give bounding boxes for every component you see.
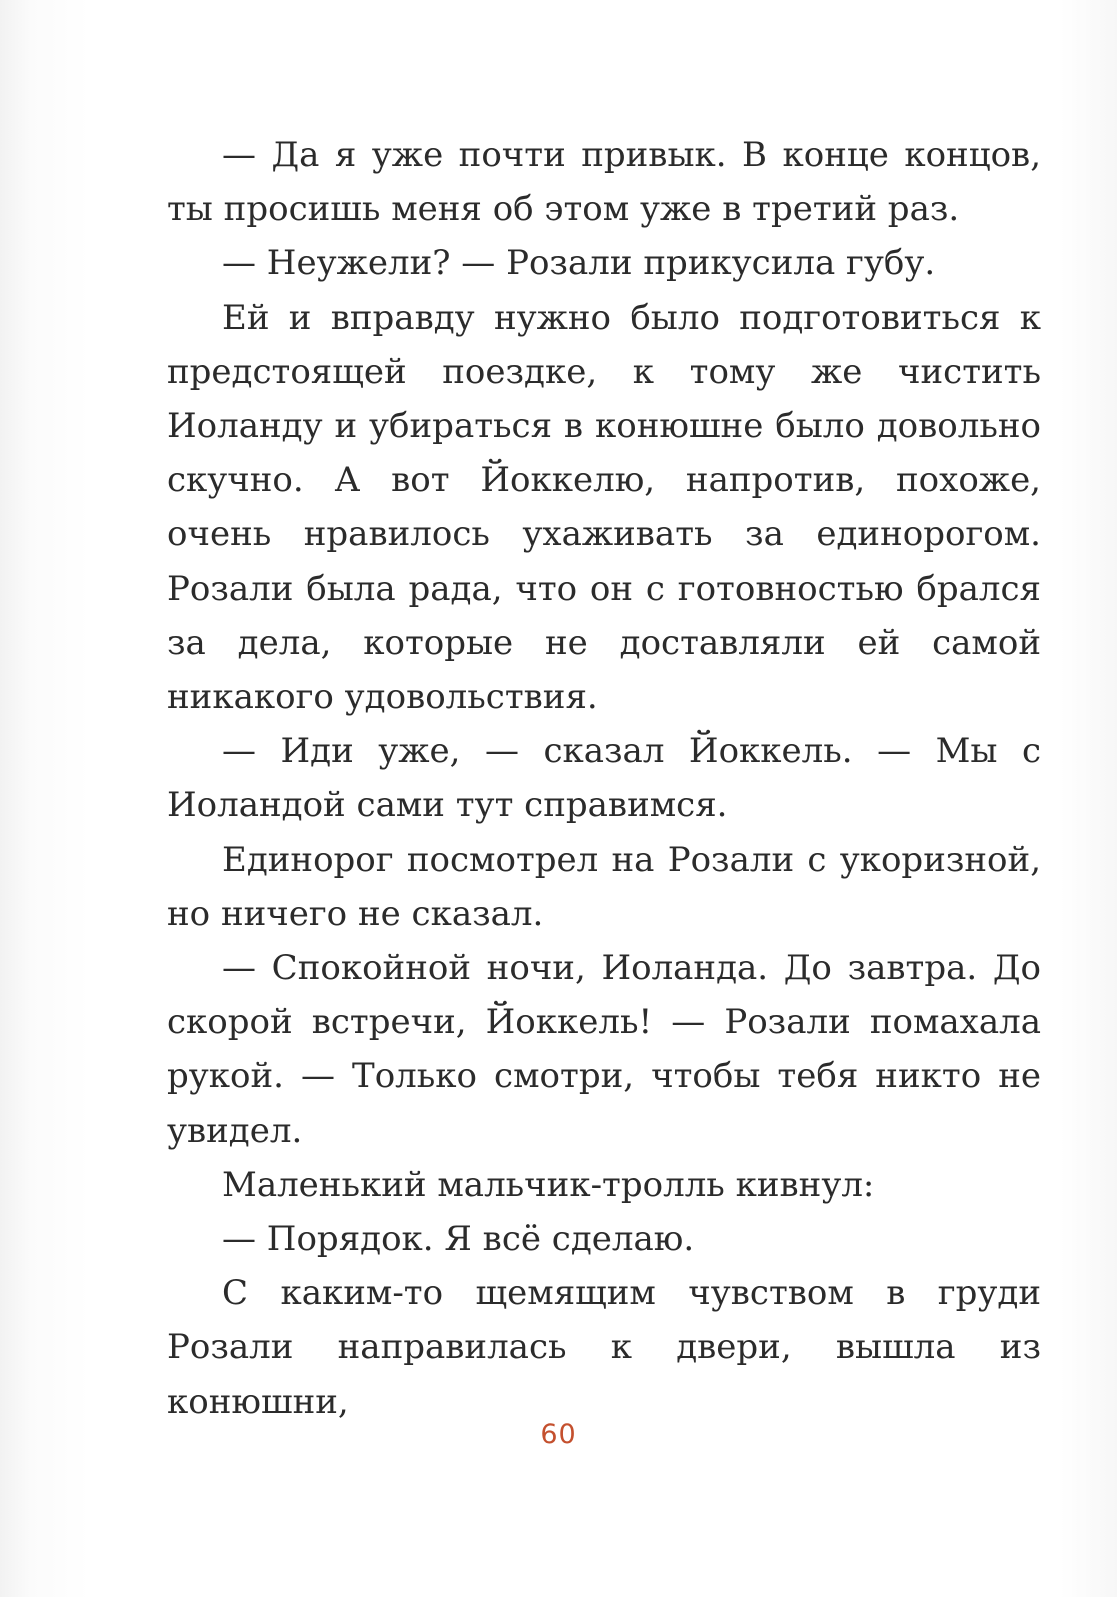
body-text [167, 128, 1041, 1429]
paragraph: Ей и вправду нужно было подготовиться к предстоящей поездке, к тому же чистить Иоланду и убираться в конюшне было довольно скучно. А вот Йоккелю, напротив, похоже, очень нравилось ухаживать за единорогом. Розали была рада, что он с готовностью брался за дела, которые не доставляли ей самой никакого удовольствия. [167, 297, 1041, 718]
page-number: 60 [540, 1419, 577, 1450]
paragraph: — Да я уже почти привык. В конце концов, ты просишь меня об этом уже в третий раз. [167, 135, 1041, 230]
paragraph: Единорог посмотрел на Розали с укоризной, но ничего не сказал. [167, 839, 1041, 934]
paragraph: С каким-то щемящим чувством в груди Розали направилась к двери, вышла из конюшни, [167, 1273, 1041, 1422]
paragraph: — Спокойной ночи, Иоланда. До завтра. До скорой встречи, Йоккель! — Розали помахала рукой. — Только смотри, чтобы тебя никто не увидел. [167, 948, 1041, 1151]
paragraph: — Порядок. Я всё сделаю. [222, 1219, 695, 1260]
paragraph: — Неужели? — Розали прикусила губу. [222, 243, 936, 284]
paragraph: Маленький мальчик-тролль кивнул: [222, 1164, 875, 1205]
paragraph: — Иди уже, — сказал Йоккель. — Мы с Иоландой сами тут справимся. [167, 731, 1041, 826]
